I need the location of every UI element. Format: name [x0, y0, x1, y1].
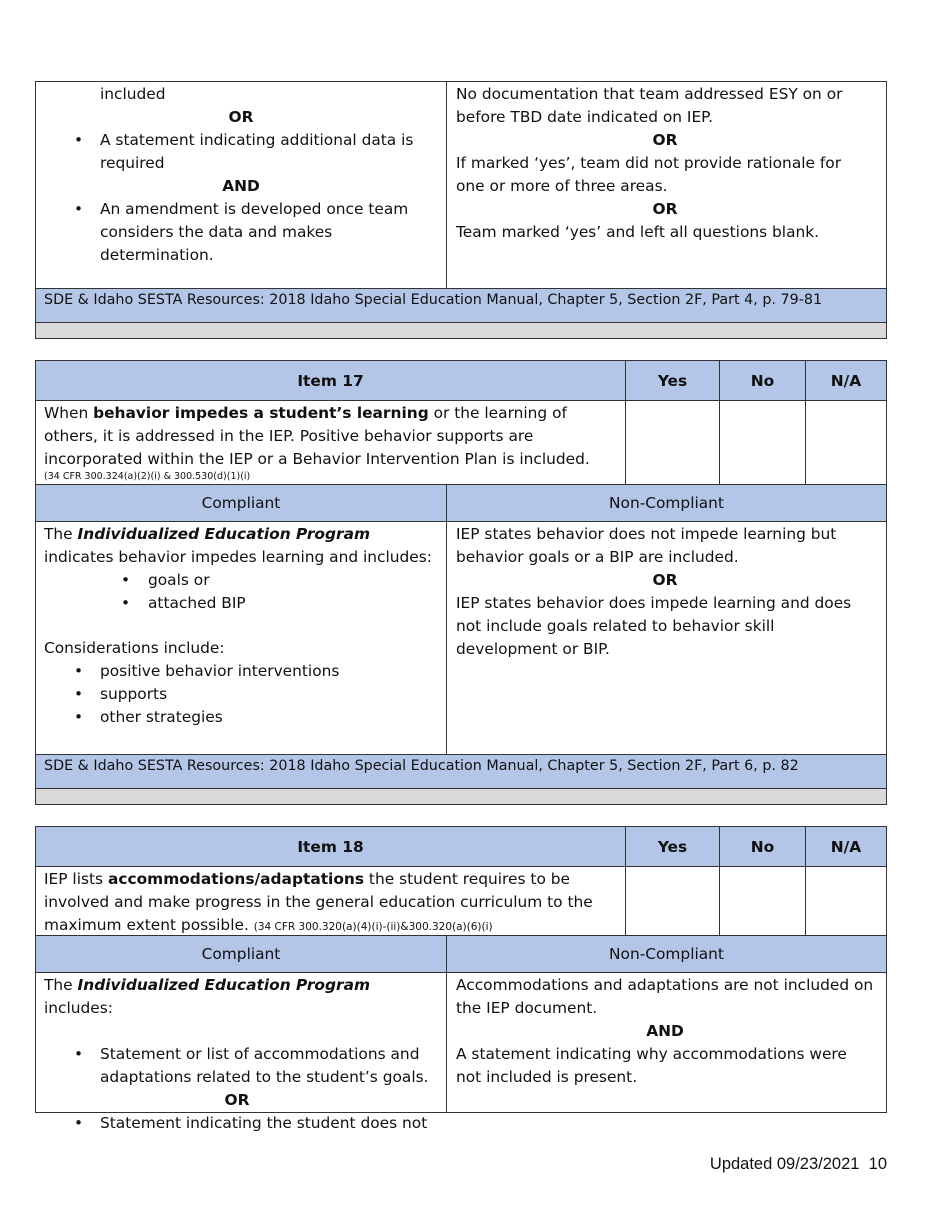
compliant-header: Compliant	[35, 935, 447, 973]
or-label: OR	[652, 131, 678, 149]
includes-list	[36, 1112, 438, 1135]
intro-emphasis: Individualized Education Program	[77, 976, 371, 994]
compliant-intro	[36, 974, 438, 1020]
item-17-table	[35, 360, 887, 805]
spacer-row	[35, 322, 887, 339]
spacer-row	[35, 788, 887, 805]
noncompliant-text: Team marked ‘yes’ and left all questions blank.	[456, 223, 820, 241]
na-header: N/A	[805, 826, 887, 867]
item-18-table	[35, 826, 887, 1132]
resource-row: SDE & Idaho SESTA Resources: 2018 Idaho Special Education Manual, Chapter 5, Section 2F, Part 6, p. 82	[35, 754, 887, 789]
compliant-intro	[36, 523, 438, 569]
intro-text: indicates behavior impedes learning and includes:	[44, 548, 432, 566]
na-header: N/A	[805, 360, 887, 401]
noncompliant-text: IEP states behavior does impede learning and does not include goals related to behavior skill development or BIP.	[456, 594, 852, 658]
compliance-header-row	[35, 484, 887, 522]
yes-checkbox-cell[interactable]	[625, 866, 720, 936]
compliance-header-row	[35, 935, 887, 973]
item-description	[35, 400, 626, 485]
page-footer	[710, 1153, 887, 1176]
item-description-row	[35, 400, 887, 485]
list-item: • A statement indicating additional data is required	[36, 129, 446, 175]
noncompliant-header: Non-Compliant	[446, 484, 887, 522]
and-label: AND	[646, 1022, 684, 1040]
list-item: • Statement or list of accommodations and adaptations related to the student’s goals.	[36, 1043, 438, 1089]
item-description	[35, 866, 626, 936]
yes-header: Yes	[625, 826, 720, 867]
no-header: No	[719, 360, 806, 401]
yes-checkbox-cell[interactable]	[625, 400, 720, 485]
considerations-list	[36, 660, 438, 729]
list-item: • other strategies	[36, 706, 438, 729]
list-item: • goals or	[36, 569, 438, 592]
list-item: • An amendment is developed once team considers the data and makes determination.	[36, 198, 446, 267]
item-description-row	[35, 866, 887, 936]
criteria-row	[35, 972, 887, 1132]
citation: (34 CFR 300.320(a)(4)(i)-(ii)&300.320(a)(6)(i)	[253, 921, 493, 933]
noncompliant-text: IEP states behavior does not impede learning but behavior goals or a BIP are included.	[456, 525, 837, 566]
description-emphasis: behavior impedes a student’s learning	[93, 404, 429, 422]
noncompliant-cell	[446, 521, 887, 755]
intro-text: The	[44, 976, 78, 994]
noncompliant-text: A statement indicating why accommodations were not included is present.	[456, 1045, 847, 1086]
list-item: • attached BIP	[36, 592, 438, 615]
compliant-cell	[35, 972, 447, 1132]
included-text: included	[100, 85, 166, 103]
or-label: OR	[224, 1091, 250, 1109]
resource-row: SDE & Idaho SESTA Resources: 2018 Idaho Special Education Manual, Chapter 5, Section 2F, Part 4, p. 79-81	[35, 288, 887, 323]
or-label: OR	[652, 200, 678, 218]
na-checkbox-cell[interactable]	[805, 866, 887, 936]
intro-emphasis: Individualized Education Program	[77, 525, 371, 543]
noncompliant-cell	[446, 81, 887, 289]
continued-table	[35, 81, 887, 339]
includes-list	[36, 1043, 438, 1089]
item-title: Item 17	[35, 360, 626, 401]
description-text: or the learning of others, it is addressed in the IEP. Positive behavior supports are incorporated within the IEP or a Behavior Intervention Plan is included.	[44, 404, 590, 468]
or-label: OR	[652, 571, 678, 589]
criteria-list	[36, 129, 446, 175]
yes-header: Yes	[625, 360, 720, 401]
description-text: When	[44, 404, 94, 422]
noncompliant-cell	[446, 972, 887, 1113]
includes-list	[36, 569, 438, 615]
compliant-cell	[35, 81, 447, 289]
and-label: AND	[222, 177, 260, 195]
item-header-row	[35, 826, 887, 867]
criteria-list	[36, 198, 446, 267]
noncompliant-text: No documentation that team addressed ESY on or before TBD date indicated on IEP.	[456, 85, 843, 126]
continued-criteria-row	[35, 81, 887, 289]
no-checkbox-cell[interactable]	[719, 866, 806, 936]
intro-text: The	[44, 525, 78, 543]
noncompliant-header: Non-Compliant	[446, 935, 887, 973]
noncompliant-text: Accommodations and adaptations are not included on the IEP document.	[456, 976, 874, 1017]
compliant-cell	[35, 521, 447, 755]
criteria-row	[35, 521, 887, 755]
no-header: No	[719, 826, 806, 867]
list-item: • Statement indicating the student does not	[36, 1112, 438, 1135]
list-item: • supports	[36, 683, 438, 706]
description-emphasis: accommodations/adaptations	[107, 870, 365, 888]
item-title: Item 18	[35, 826, 626, 867]
list-item: • positive behavior interventions	[36, 660, 438, 683]
page-number: 10	[868, 1155, 887, 1173]
intro-text: includes:	[44, 999, 113, 1017]
na-checkbox-cell[interactable]	[805, 400, 887, 485]
noncompliant-text: If marked ‘yes’, team did not provide rationale for one or more of three areas.	[456, 154, 842, 195]
compliant-header: Compliant	[35, 484, 447, 522]
item-header-row	[35, 360, 887, 401]
no-checkbox-cell[interactable]	[719, 400, 806, 485]
description-text: the student requires to be involved and make progress in the general education curriculum to the maximum extent possible.	[44, 870, 593, 934]
citation: (34 CFR 300.324(a)(2)(i) & 300.530(d)(1)(i)	[44, 471, 251, 482]
description-text: IEP lists	[44, 870, 108, 888]
updated-date: Updated 09/23/2021	[709, 1155, 860, 1173]
or-label: OR	[228, 108, 254, 126]
considerations-label: Considerations include:	[44, 639, 225, 657]
